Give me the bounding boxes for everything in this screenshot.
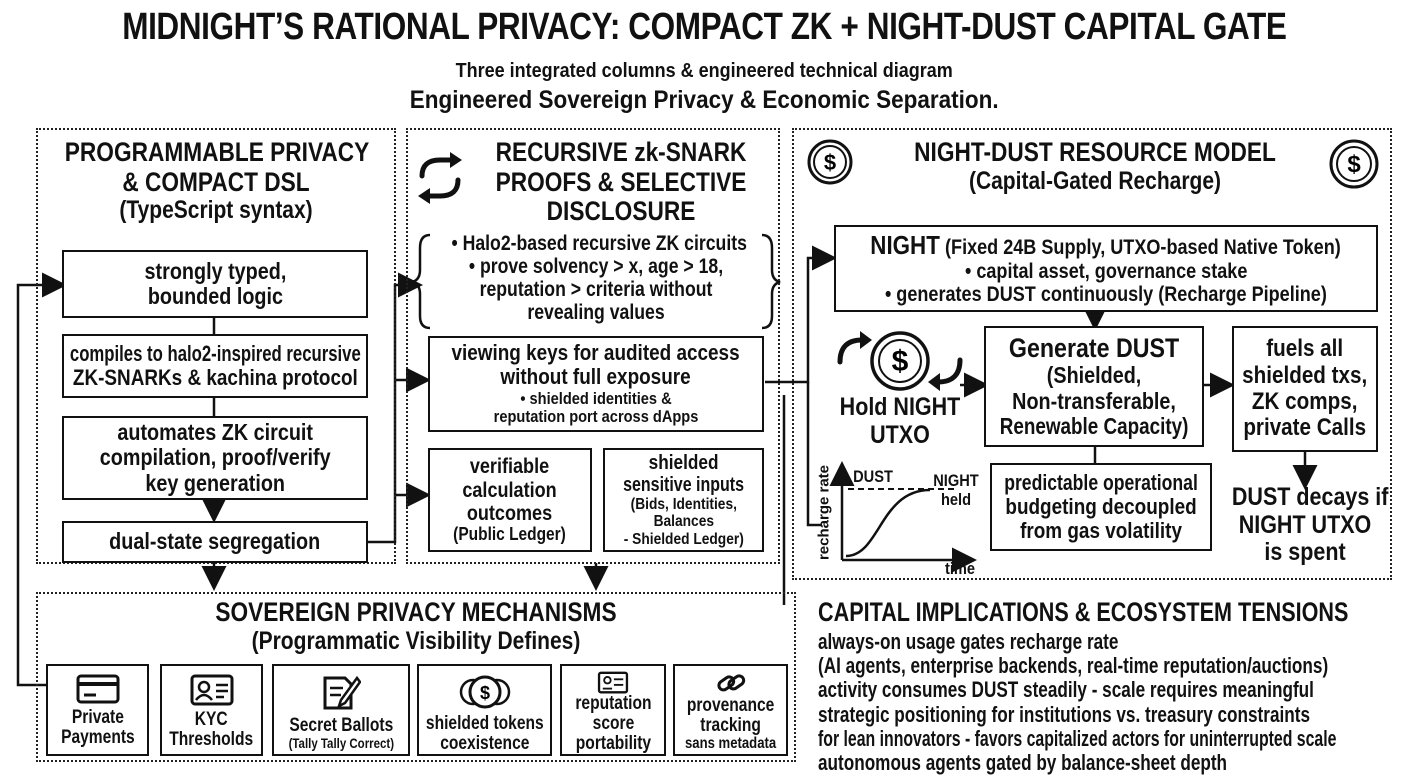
col1-header: PROGRAMMABLE PRIVACY & COMPACT DSL (TypeScript syntax): [64, 137, 370, 225]
coins-icon: [459, 674, 511, 710]
automates-box: automates ZK circuit compilation, proof/verify key generation: [62, 416, 368, 500]
badge-icon: [596, 670, 630, 694]
col2-header: RECURSIVE zk-SNARK PROOFS & SELECTIVE DISCLOSURE: [495, 137, 747, 227]
svg-text:$: $: [479, 683, 490, 703]
sovereign-header: SOVEREIGN PRIVACY MECHANISMS (Programmatic Visibility Defines): [215, 597, 617, 655]
svg-text:$: $: [823, 150, 837, 175]
viewing-keys-box: viewing keys for audited access without full exposure • shielded identities & reputation port across dApps: [428, 336, 764, 432]
capital-header: CAPITAL IMPLICATIONS & ECOSYSTEM TENSIONS: [818, 597, 1349, 627]
col3-header: NIGHT-DUST RESOURCE MODEL (Capital-Gated Recharge): [914, 137, 1276, 195]
capital-implications-text: always-on usage gates recharge rate (AI agents, enterprise backends, real-time reputation/auctions) activity consumes DUST steadily - scale requires meaningful strategic positioning for institutions vs. treasury constraints for lean innovators - favors capitalized actors for uninterrupted scale autonomous agents gated by balance-sheet depth: [818, 629, 1337, 775]
graph-night-held-label: NIGHT held: [933, 471, 979, 509]
credit-card-icon: [76, 674, 120, 704]
card-provenance-tracking: provenance tracking sans metadata: [673, 664, 788, 756]
card-shielded-tokens: $ shielded tokens coexistence: [417, 664, 552, 756]
tagline: Engineered Sovereign Privacy & Economic Separation.: [409, 86, 999, 114]
zk-circuit-points: • Halo2-based recursive ZK circuits • prove solvency > x, age > 18, reputation > criteria without revealing values: [451, 232, 747, 325]
dollar-coin-icon: [1328, 138, 1380, 195]
svg-text:$: $: [1347, 151, 1361, 178]
verifiable-outcomes-box: verifiable calculation outcomes (Public Ledger): [428, 448, 592, 552]
compiles-box: compiles to halo2-inspired recursive ZK-SNARKs & kachina protocol: [62, 334, 368, 398]
graph-x-label: time: [944, 559, 976, 578]
graph-dust-label: DUST: [853, 467, 893, 486]
dual-state-box: dual-state segregation: [62, 521, 368, 563]
dust-decay-note: DUST decays if NIGHT UTXO is spent: [1231, 483, 1389, 566]
id-card-icon: [190, 674, 234, 706]
graph-y-label: recharge rate: [815, 464, 833, 561]
card-reputation-score: reputation score portability: [560, 664, 666, 756]
subtitle: Three integrated columns & engineered technical diagram: [455, 60, 953, 82]
hold-night-label: Hold NIGHT UTXO: [839, 393, 961, 449]
refresh-icon: [412, 150, 468, 211]
page-title: MIDNIGHT’S RATIONAL PRIVACY: COMPACT ZK + NIGHT-DUST CAPITAL GATE: [121, 6, 1287, 48]
card-kyc-thresholds: KYC Thresholds: [160, 664, 263, 756]
generate-dust-box: Generate DUST (Shielded, Non-transferable, Renewable Capacity): [984, 326, 1204, 447]
chain-link-icon: [716, 670, 746, 696]
hold-night-coin-icon: [832, 328, 968, 399]
card-private-payments: Private Payments: [46, 664, 149, 756]
dollar-coin-icon: [806, 138, 854, 191]
card-secret-ballots: Secret Ballots (Tally Tally Correct): [272, 664, 410, 756]
ballot-pen-icon: [321, 674, 361, 712]
shielded-inputs-box: shielded sensitive inputs (Bids, Identities, Balances - Shielded Ledger): [603, 448, 764, 552]
strongly-typed-box: strongly typed, bounded logic: [62, 250, 368, 318]
svg-text:$: $: [891, 345, 909, 378]
night-token-box: NIGHT (Fixed 24B Supply, UTXO-based Native Token) • capital asset, governance stake • generates DUST continuously (Recharge Pipeline): [834, 225, 1378, 312]
predictable-budgeting-box: predictable operational budgeting decoupled from gas volatility: [990, 463, 1212, 551]
fuels-box: fuels all shielded txs, ZK comps, private Calls: [1232, 326, 1378, 452]
